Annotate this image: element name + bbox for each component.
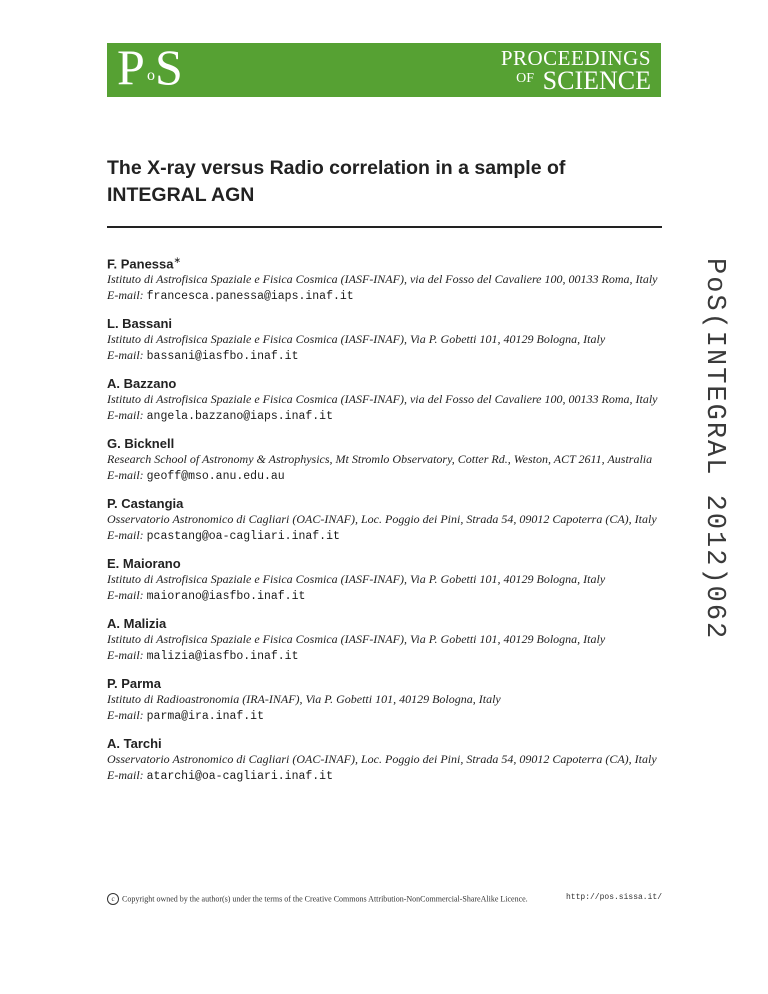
author-affiliation: Osservatorio Astronomico di Cagliari (OAC-INAF), Loc. Poggio dei Pini, Strada 54, 09012 Capoterra (CA), Italy <box>107 512 657 527</box>
author-email[interactable]: parma@ira.inaf.it <box>146 710 264 724</box>
author-name-text: G. Bicknell <box>107 436 175 452</box>
author-name-text: A. Tarchi <box>107 736 162 752</box>
email-label: E-mail: <box>107 468 144 483</box>
author-email[interactable]: malizia@iasfbo.inaf.it <box>146 650 299 664</box>
author-name <box>107 496 667 512</box>
author-affiliation: Istituto di Astrofisica Spaziale e Fisica Cosmica (IASF-INAF), Via P. Gobetti 101, 40129 Bologna, Italy <box>107 332 606 347</box>
author-affiliation: Istituto di Radioastronomia (IRA-INAF), Via P. Gobetti 101, 40129 Bologna, Italy <box>107 692 501 707</box>
paper-title: The X-ray versus Radio correlation in a sample of INTEGRAL AGN <box>107 157 566 206</box>
author-affiliation: Istituto di Astrofisica Spaziale e Fisica Cosmica (IASF-INAF), via del Fosso del Cavaliere 100, 00133 Roma, Italy <box>107 392 658 407</box>
author-email-line <box>107 647 667 665</box>
author-block <box>107 556 667 605</box>
author-affiliation: Research School of Astronomy & Astrophysics, Mt Stromlo Observatory, Cotter Rd., Weston, ACT 2611, Australia <box>107 452 653 467</box>
author-affiliation: Istituto di Astrofisica Spaziale e Fisica Cosmica (IASF-INAF), Via P. Gobetti 101, 40129 Bologna, Italy <box>107 572 606 587</box>
author-name <box>107 316 667 332</box>
author-name-text: P. Parma <box>107 676 161 692</box>
email-label: E-mail: <box>107 348 144 363</box>
email-label: E-mail: <box>107 408 144 423</box>
author-block <box>107 496 667 545</box>
author-email[interactable]: geoff@mso.anu.edu.au <box>146 470 285 484</box>
author-email-line <box>107 767 667 785</box>
author-email[interactable]: francesca.panessa@iaps.inaf.it <box>146 290 354 304</box>
email-label: E-mail: <box>107 588 144 603</box>
author-block <box>107 676 667 725</box>
pos-header-banner <box>107 39 661 97</box>
brand-of: OF <box>516 71 534 86</box>
author-email[interactable]: maiorano@iasfbo.inaf.it <box>146 590 306 604</box>
brand-science: SCIENCE <box>542 66 651 95</box>
author-email-line <box>107 527 667 545</box>
author-email-line <box>107 407 667 425</box>
author-name-text: L. Bassani <box>107 316 173 332</box>
author-block <box>107 616 667 665</box>
author-email-line <box>107 467 667 485</box>
email-label: E-mail: <box>107 288 144 303</box>
author-name-text: P. Castangia <box>107 496 184 512</box>
author-name <box>107 376 667 392</box>
author-email[interactable]: bassani@iasfbo.inaf.it <box>146 350 299 364</box>
author-name-text: E. Maiorano <box>107 556 181 572</box>
brand-proceedings: PROCEEDINGS <box>500 46 651 70</box>
author-name-text: A. Malizia <box>107 616 167 632</box>
title-rule <box>107 226 662 228</box>
author-list <box>107 252 667 796</box>
copyright-icon: c <box>107 893 119 905</box>
author-name <box>107 676 667 692</box>
copyright-text: Copyright owned by the author(s) under the terms of the Creative Commons Attribution-NonCommercial-ShareAlike Licence. <box>122 894 528 904</box>
footer-url[interactable]: http://pos.sissa.it/ <box>565 893 662 902</box>
email-label: E-mail: <box>107 768 144 783</box>
author-name <box>107 436 667 452</box>
author-block <box>107 436 667 485</box>
author-email[interactable]: pcastang@oa-cagliari.inaf.it <box>146 530 340 544</box>
pos-logo: P o S <box>117 39 183 95</box>
author-email-line <box>107 347 667 365</box>
author-name <box>107 556 667 572</box>
author-email-line <box>107 707 667 725</box>
author-email-line <box>107 587 667 605</box>
author-name <box>107 252 667 272</box>
email-label: E-mail: <box>107 708 144 723</box>
author-name-text: F. Panessa <box>107 256 174 272</box>
author-block <box>107 316 667 365</box>
author-email-line <box>107 287 667 305</box>
corresponding-author-mark: ∗ <box>173 255 182 265</box>
author-name <box>107 616 667 632</box>
footer <box>107 893 662 905</box>
proceedings-id-text: PoS(INTEGRAL 2012)062 <box>699 258 729 641</box>
author-affiliation: Istituto di Astrofisica Spaziale e Fisica Cosmica (IASF-INAF), Via P. Gobetti 101, 40129 Bologna, Italy <box>107 632 606 647</box>
author-affiliation: Istituto di Astrofisica Spaziale e Fisica Cosmica (IASF-INAF), via del Fosso del Cavaliere 100, 00133 Roma, Italy <box>107 272 658 287</box>
author-email[interactable]: atarchi@oa-cagliari.inaf.it <box>146 770 333 784</box>
author-block <box>107 376 667 425</box>
author-name <box>107 736 667 752</box>
author-email[interactable]: angela.bazzano@iaps.inaf.it <box>146 410 333 424</box>
author-block <box>107 736 667 785</box>
author-block <box>107 252 667 305</box>
author-name-text: A. Bazzano <box>107 376 177 392</box>
email-label: E-mail: <box>107 648 144 663</box>
email-label: E-mail: <box>107 528 144 543</box>
author-affiliation: Osservatorio Astronomico di Cagliari (OAC-INAF), Loc. Poggio dei Pini, Strada 54, 09012 Capoterra (CA), Italy <box>107 752 657 767</box>
